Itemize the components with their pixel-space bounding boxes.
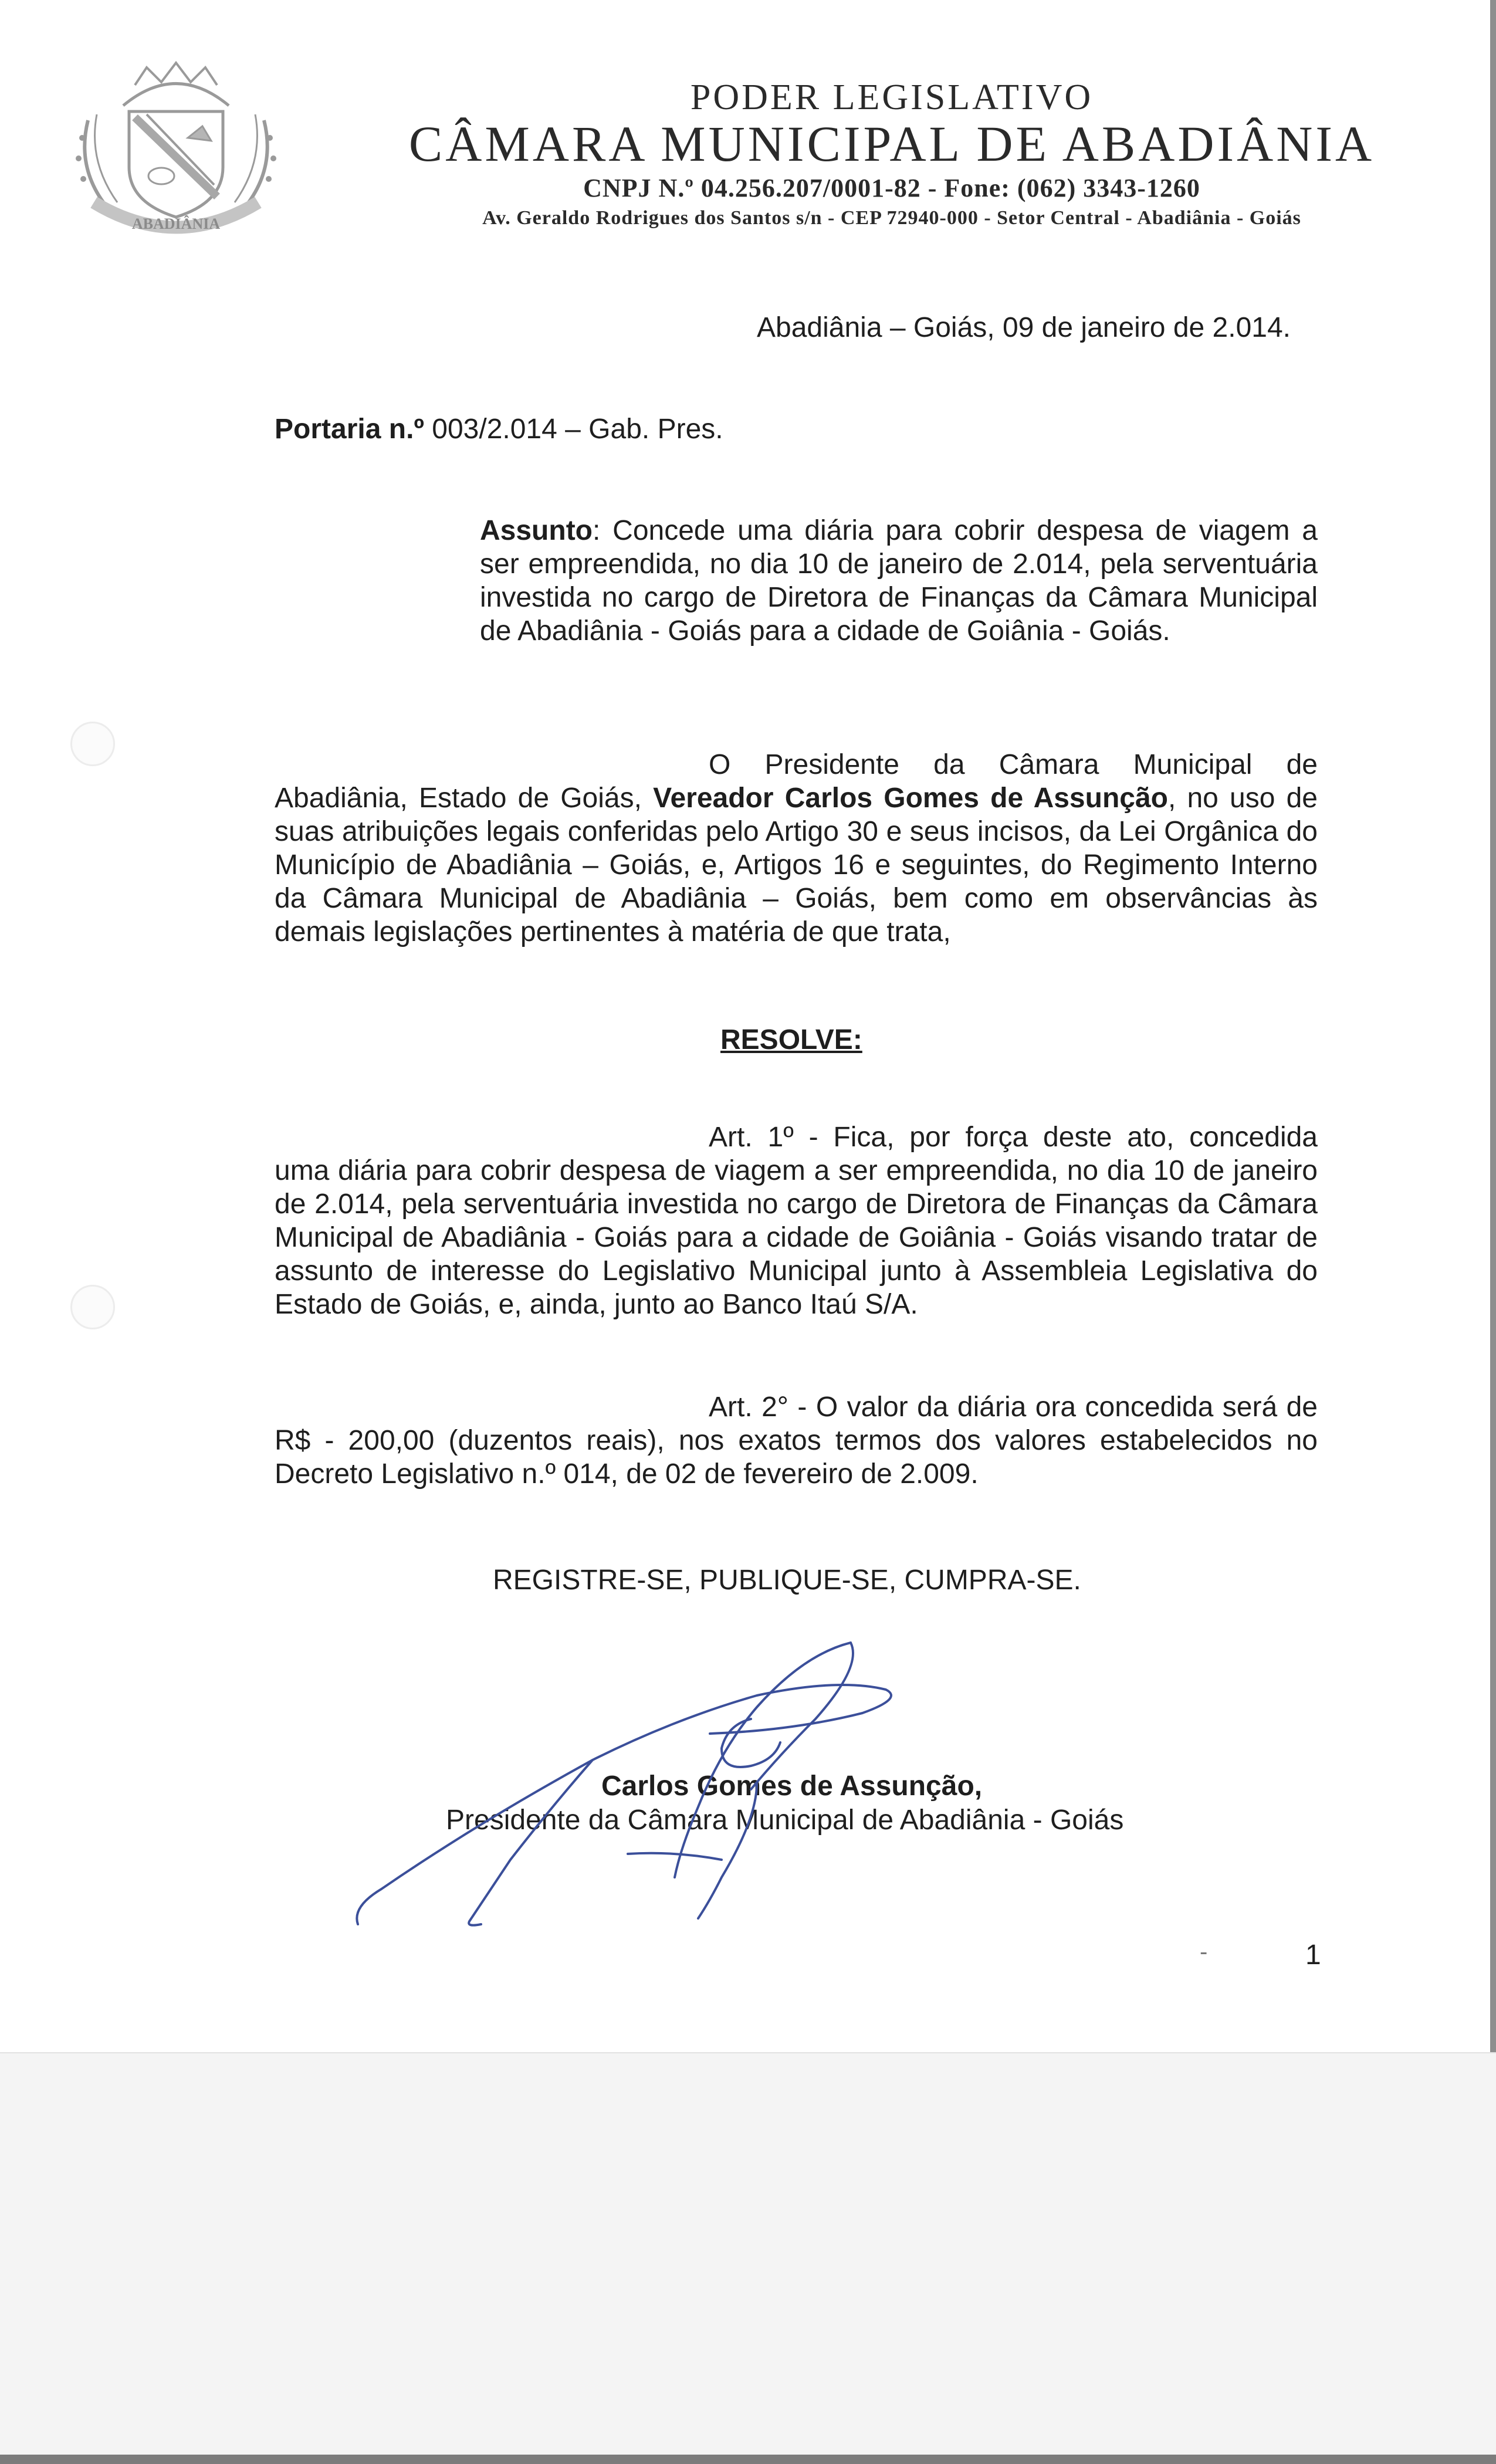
assunto-label: Assunto (480, 515, 593, 546)
page-number: 1 (1305, 1940, 1321, 1971)
municipal-seal-logo (65, 50, 287, 243)
preamble-paragraph (275, 748, 1318, 949)
assunto-paragraph (480, 514, 1318, 648)
scan-background-bottom (0, 2052, 1496, 2464)
preamble-start: O Presidente da Câmara Municipal de Abadiânia, Estado de Goiás, (275, 749, 1318, 814)
scan-edge-bottom (0, 2455, 1496, 2464)
letterhead-cnpj-fone: CNPJ N.º 04.256.207/0001-82 - Fone: (062) 3343-1260 (583, 174, 1200, 202)
punch-hole-top (70, 722, 115, 766)
letterhead-camara-municipal: CÂMARA MUNICIPAL DE ABADIÂNIA (408, 116, 1375, 172)
closing-formula: REGISTRE-SE, PUBLIQUE-SE, CUMPRA-SE. (493, 1565, 1081, 1596)
signatory-role: Presidente da Câmara Municipal de Abadiânia - Goiás (446, 1805, 1124, 1836)
article-1: Art. 1º - Fica, por força deste ato, concedida uma diária para cobrir despesa de viagem a ser empreendida, no dia 10 de janeiro de 2.014, pela serventuária investida no cargo de Diretora de Finanças da Câmara Municipal de Abadiânia - Goiás para a cidade de Goiânia - Goiás visando tratar de assunto de interesse do Legislativo Municipal junto à Assembleia Legislativa do Estado de Goiás, e, ainda, junto ao Banco Itaú S/A. (275, 1122, 1318, 1320)
signatory-name: Carlos Gomes de Assunção, (601, 1771, 983, 1802)
resolve-heading: RESOLVE: (720, 1024, 862, 1055)
article-2: Art. 2° - O valor da diária ora concedida será de R$ - 200,00 (duzentos reais), nos exatos termos dos valores estabelecidos no Decreto Legislativo n.º 014, de 02 de fevereiro de 2.009. (275, 1392, 1318, 1490)
portaria-number: 003/2.014 – Gab. Pres. (424, 414, 723, 445)
letterhead (329, 76, 1455, 231)
preamble-end: , no uso de suas atribuições legais conferidas pelo Artigo 30 e seus incisos, da Lei Orgânica do Município de Abadiânia – Goiás, e, Artigos 16 e seguintes, do Regimento Interno da Câmara Municipal de Abadiânia – Goiás, bem como em observâncias às demais legislações pertinentes à matéria de que trata, (275, 783, 1318, 947)
handwritten-signature (346, 1631, 1079, 1936)
footer-dash: - (1200, 1939, 1208, 1965)
letterhead-poder-legislativo: PODER LEGISLATIVO (690, 77, 1094, 117)
assunto-text: : Concede uma diária para cobrir despesa de viagem a ser empreendida, no dia 10 de janeiro de 2.014, pela serventuária investida no cargo de Diretora de Finanças da Câmara Municipal de Abadiânia - Goiás para a cidade de Goiânia - Goiás. (480, 515, 1318, 647)
punch-hole-bottom (70, 1285, 115, 1329)
letterhead-address: Av. Geraldo Rodrigues dos Santos s/n - CEP 72940-000 - Setor Central - Abadiânia - Goiás (482, 207, 1301, 229)
date-line: Abadiânia – Goiás, 09 de janeiro de 2.014. (757, 312, 1291, 343)
seal-lettering: ABADIÂNIA (131, 215, 221, 232)
preamble-name: Vereador Carlos Gomes de Assunção (653, 783, 1168, 814)
portaria-label: Portaria n.º (275, 414, 424, 445)
portaria-line (275, 412, 979, 446)
